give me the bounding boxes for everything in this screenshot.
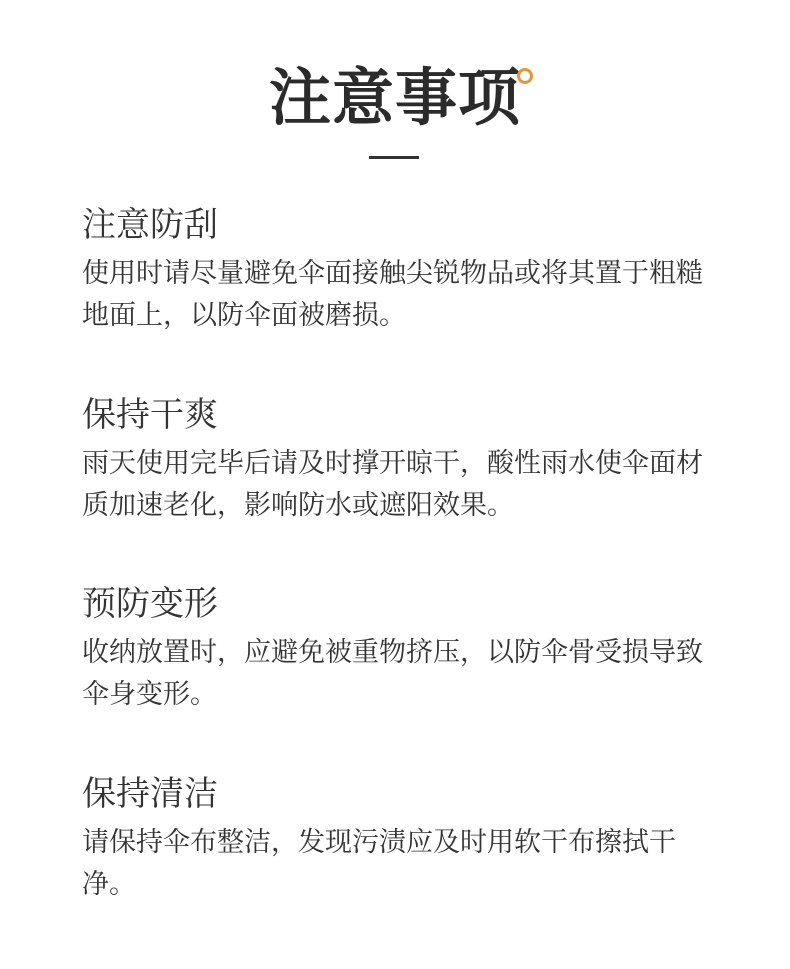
section-prevent-deformation [82,582,722,716]
section-body: 请保持伞布整洁，发现污渍应及时用软干布擦拭干净。 [82,827,676,900]
section-scratch-prevention [82,203,722,337]
title-divider [369,156,419,159]
section-heading: 保持清洁 [82,774,218,814]
page-title-text: 注意事项 [268,61,521,134]
section-body: 使用时请尽量避免伞面接触尖锐物品或将其置于粗糙地面上，以防伞面被磨损。 [82,258,703,331]
section-heading: 保持干爽 [82,395,218,435]
section-body: 雨天使用完毕后请及时撑开晾干，酸性雨水使伞面材质加速老化，影响防水或遮阳效果。 [82,448,703,521]
section-body: 收纳放置时，应避免被重物挤压，以防伞骨受损导致伞身变形。 [82,637,703,710]
page-title [269,58,521,138]
section-heading: 注意防刮 [82,205,218,245]
page-header [0,58,790,138]
section-keep-dry [82,393,722,527]
title-accent-dot-icon [517,68,533,84]
section-heading: 预防变形 [82,584,218,624]
section-keep-clean [82,772,722,906]
